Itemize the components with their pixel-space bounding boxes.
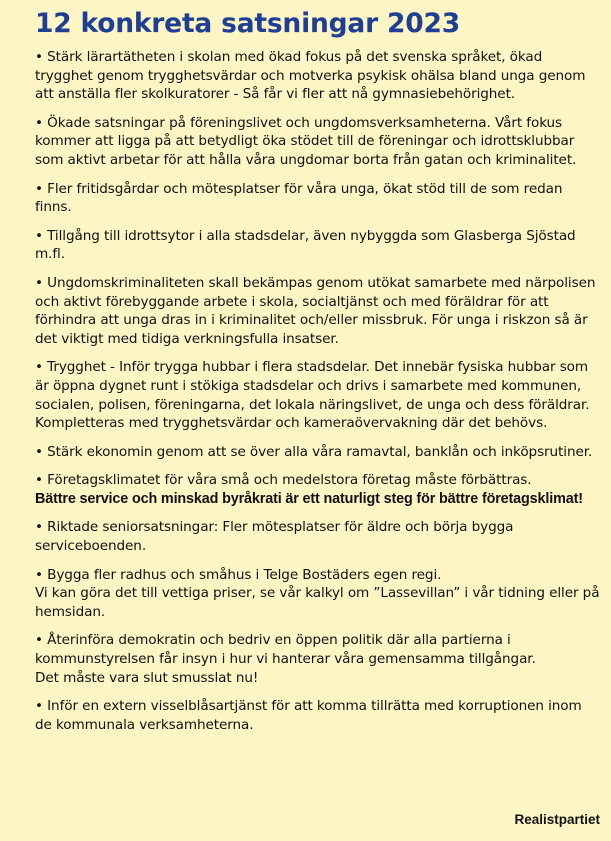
list-item bbox=[35, 274, 601, 348]
item-continuation: Kompletteras med trygghetsvärdar och kameraövervakning där det behövs. bbox=[35, 415, 548, 432]
item-text: • Inför en extern visselblåsartjänst för att komma tillrätta med korruptionen inom de kommunala verksamheterna. bbox=[35, 698, 582, 733]
item-text: • Ökade satsningar på föreningslivet och ungdomsverksamheterna. Vårt fokus kommer att ligga på att betydligt öka stödet till de föreningar och idrottsklubbar som aktivt arbetar för att hålla våra ungdomar borta från gatan och kriminalitet. bbox=[35, 114, 577, 168]
list-item bbox=[35, 358, 601, 432]
item-text: • Återinföra demokratin och bedriv en öppen politik där alla partierna i kommunstyrelsen får insyn i hur vi hanterar våra gemensamma tillgångar. bbox=[35, 632, 536, 668]
item-text: • Ungdomskriminaliteten skall bekämpas genom utökat samarbete med närpolisen och aktivt förebyggande arbete i skola, socialtjänst och med föräldrar för att förhindra att unga dras in i kriminalitet och/eller missbruk. För unga i riskzon så är det viktigt med tidiga verkningsfulla insatser. bbox=[35, 274, 596, 347]
list-item bbox=[35, 180, 601, 217]
item-text: • Stärk ekonomin genom att se över alla våra ramavtal, banklån och inköpsrutiner. bbox=[35, 443, 593, 460]
item-continuation: Det måste vara slut smusslat nu! bbox=[35, 669, 259, 686]
list-item bbox=[35, 697, 601, 734]
list-item bbox=[35, 48, 601, 104]
list-item bbox=[35, 518, 601, 555]
party-signature: Realistpartiet bbox=[514, 812, 600, 827]
item-text: • Tillgång till idrottsytor i alla stadsdelar, även nybyggda som Glasberga Sjöstad m.fl. bbox=[35, 227, 576, 263]
commitment-list bbox=[35, 48, 601, 734]
list-item bbox=[35, 471, 601, 508]
page-title: 12 konkreta satsningar 2023 bbox=[35, 8, 460, 39]
list-item bbox=[35, 227, 601, 264]
item-text: • Trygghet - Inför trygga hubbar i flera stadsdelar. Det innebär fysiska hubbar som är öppna dygnet runt i stökiga stadsdelar och drivs i samarbete med kommunen, socialen, polisen, föreningarna, det lokala näringslivet, de unga och dess föräldrar. bbox=[35, 359, 590, 413]
list-item bbox=[35, 566, 601, 622]
item-text: • Stärk lärartätheten i skolan med ökad fokus på det svenska språket, ökad trygghet genom trygghetsvärdar och motverka psykisk ohälsa bland unga genom att anställa fler skolkuratorer - Så får vi fler att nå gymnasiebehörighet. bbox=[35, 49, 586, 103]
item-emphasis: Bättre service och minskad byråkrati är ett naturligt steg för bättre företagsklimat! bbox=[35, 490, 583, 507]
item-text: • Företagsklimatet för våra små och medelstora företag måste förbättras. bbox=[35, 472, 532, 489]
item-text: • Bygga fler radhus och småhus i Telge Bostäders egen regi. bbox=[35, 566, 442, 583]
list-item bbox=[35, 631, 601, 687]
list-item bbox=[35, 114, 601, 170]
item-text: • Fler fritidsgårdar och mötesplatser för våra unga, ökat stöd till de som redan finns. bbox=[35, 180, 563, 216]
list-item bbox=[35, 443, 601, 462]
item-continuation: Vi kan göra det till vettiga priser, se vår kalkyl om ”Lassevillan” i vår tidning eller på hemsidan. bbox=[35, 585, 600, 620]
item-text: • Riktade seniorsatsningar: Fler mötesplatser för äldre och börja bygga serviceboenden. bbox=[35, 519, 514, 555]
